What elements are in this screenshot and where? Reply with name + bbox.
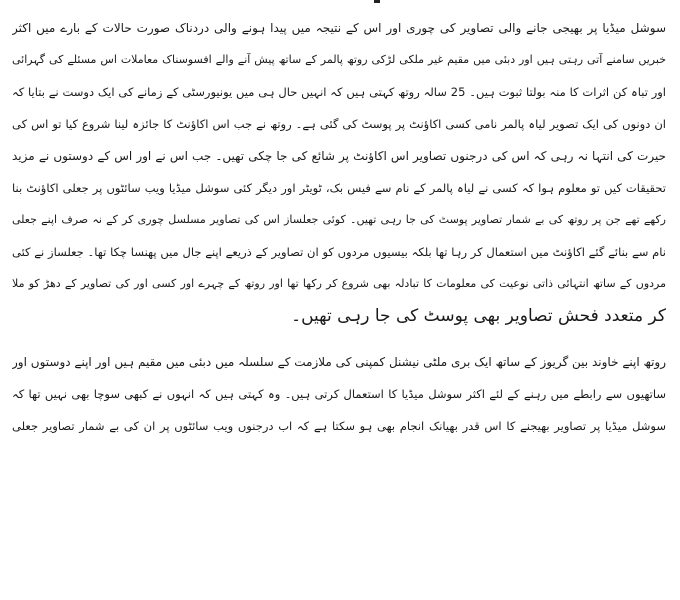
top-edge-mark: [374, 0, 380, 3]
text-line: نام سے بنائے گئے اکاﺅنٹ میں استعمال کر رہا تھا بلکہ بیسیوں مردوں کو ان تصاویر کے ذریعے اپنے جال میں پھنسا چکا تھا۔ جعلساز نے کئی: [12, 245, 666, 259]
text-line: کر متعدد فحش تصاویر بھی پوسٹ کی جا رہی تھیں۔: [291, 306, 666, 326]
text-line: سوشل میڈیا پر تصاویر بھیجنے کا اس قدر بھیانک انجام بھی ہو سکتا ہے کہ اب درجنوں ویب سائٹوں پر ان کی بے شمار تصاویر جعلی: [12, 419, 666, 433]
paragraph-2: [12, 346, 666, 442]
text-line: مردوں کے ساتھ انتہائی ذاتی نوعیت کی معلومات کا تبادلہ بھی شروع کر رکھا تھا اور روتھ کے چہرے اور کسی اور کی تصاویر کے دھڑ کو ملا: [12, 277, 666, 290]
text-line: تحقیقات کیں تو معلوم ہوا کہ کسی نے لیاہ پالمر کے نام سے فیس بک، ٹویٹر اور دیگر کئی سوشل میڈیا ویب سائٹوں پر جعلی اکاﺅنٹ بنا: [12, 181, 666, 195]
text-line: خبریں سامنے آتی رہتی ہیں اور دبئی میں مقیم غیر ملکی لڑکی روتھ پالمر کے ساتھ پیش آنے والے افسوسناک معاملات اس مسئلے کی گہرائی: [12, 53, 666, 66]
text-line: روتھ اپنے خاوند بین گریوز کے ساتھ ایک بری ملٹی نیشنل کمپنی کی ملازمت کے سلسلہ میں دبئی میں مقیم ہیں اور اپنے دوستوں اور: [12, 355, 666, 369]
text-line: سوشل میڈیا پر بھیجی جانے والی تصاویر کی چوری اور اس کے نتیجہ میں پیدا ہونے والی دردناک صورت حالات کے بارے میں اکثر: [12, 21, 666, 35]
text-line: ان دونوں کی ایک تصویر لیاہ پالمر نامی کسی اکاﺅنٹ پر پوسٹ کی گئی ہے۔ روتھ نے جب اس اکاﺅنٹ کا جائزہ لینا شروع کیا تو اس کی: [12, 117, 666, 131]
text-line: اور تباہ کن اثرات کا منہ بولتا ثبوت ہیں۔ 25 سالہ روتھ کہتی ہیں کہ انہیں حال ہی میں یونیورسٹی کے زمانے کی ایک دوست نے بتایا کہ: [12, 85, 666, 99]
paragraph-1: [12, 12, 666, 332]
text-line: رکھے تھے جن پر روتھ کی بے شمار تصاویر پوسٹ کی جا رہی تھیں۔ کوئی جعلساز اس کی تصاویر مسلسل چوری کر کے نہ صرف اپنے جعلی: [12, 213, 666, 226]
text-line: ساتھیوں سے رابطے میں رہنے کے لئے اکثر سوشل میڈیا کا استعمال کرتی ہیں۔ وہ کہتی ہیں کہ انہوں نے کبھی سوچا بھی نہیں تھا کہ: [12, 387, 666, 401]
text-line: حیرت کی انتہا نہ رہی کہ اس کی درجنوں تصاویر اس اکاﺅنٹ پر شائع کی جا چکی تھیں۔ جب اس نے اور اس کے دوستوں نے مزید: [12, 149, 666, 163]
article-body: [12, 12, 666, 442]
